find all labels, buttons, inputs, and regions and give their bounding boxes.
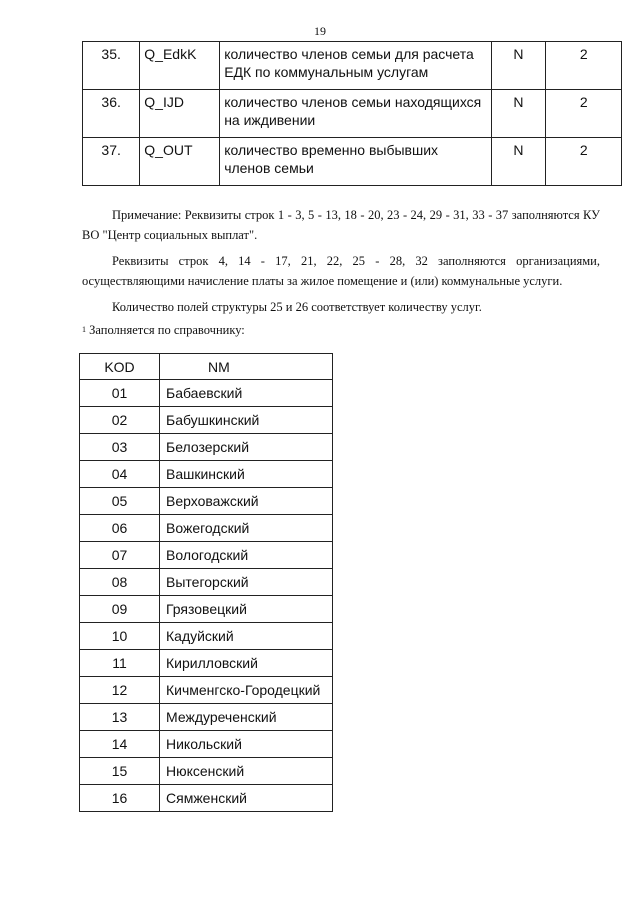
table-row xyxy=(83,90,622,138)
district-code: 15 xyxy=(80,758,160,785)
field-type: N xyxy=(491,90,546,138)
field-description: количество членов семьи для расчета ЕДК по коммунальным услугам xyxy=(220,42,491,90)
district-name: Междуреченский xyxy=(160,704,333,731)
district-name: Вашкинский xyxy=(160,461,333,488)
fields-table xyxy=(82,41,622,186)
district-name: Бабушкинский xyxy=(160,407,333,434)
district-name: Вожегодский xyxy=(160,515,333,542)
row-number: 37. xyxy=(83,138,140,186)
district-name: Кичменгско-Городецкий xyxy=(160,677,333,704)
table-row xyxy=(80,434,333,461)
district-code: 13 xyxy=(80,704,160,731)
field-description: количество членов семьи находящихся на иждивении xyxy=(220,90,491,138)
table-row xyxy=(80,461,333,488)
table-header-row xyxy=(80,354,333,380)
district-name: Никольский xyxy=(160,731,333,758)
district-code-table xyxy=(79,353,333,812)
field-length: 2 xyxy=(546,138,622,186)
table-row xyxy=(80,596,333,623)
table-row xyxy=(80,515,333,542)
district-code: 11 xyxy=(80,650,160,677)
field-length: 2 xyxy=(546,42,622,90)
district-name: Белозерский xyxy=(160,434,333,461)
field-code: Q_EdkK xyxy=(140,42,220,90)
nm-header: NM xyxy=(160,354,333,380)
field-type: N xyxy=(491,138,546,186)
district-code: 12 xyxy=(80,677,160,704)
table-row xyxy=(83,42,622,90)
district-code: 01 xyxy=(80,380,160,407)
row-number: 36. xyxy=(83,90,140,138)
district-name: Верховажский xyxy=(160,488,333,515)
table-row xyxy=(80,542,333,569)
field-description: количество временно выбывших членов семьи xyxy=(220,138,491,186)
district-code: 09 xyxy=(80,596,160,623)
field-code: Q_IJD xyxy=(140,90,220,138)
kod-header: KOD xyxy=(80,354,160,380)
field-type: N xyxy=(491,42,546,90)
district-code: 03 xyxy=(80,434,160,461)
row-number: 35. xyxy=(83,42,140,90)
district-name: Сямженский xyxy=(160,785,333,812)
district-code: 08 xyxy=(80,569,160,596)
table-row xyxy=(80,758,333,785)
field-length: 2 xyxy=(546,90,622,138)
district-code: 14 xyxy=(80,731,160,758)
table-row xyxy=(80,569,333,596)
page-number: 19 xyxy=(314,24,326,38)
district-name: Вытегорский xyxy=(160,569,333,596)
district-code: 04 xyxy=(80,461,160,488)
district-code: 02 xyxy=(80,407,160,434)
footnote xyxy=(82,320,600,340)
table-row xyxy=(80,380,333,407)
field-code: Q_OUT xyxy=(140,138,220,186)
district-name: Грязовецкий xyxy=(160,596,333,623)
district-code: 10 xyxy=(80,623,160,650)
district-code: 07 xyxy=(80,542,160,569)
district-name: Кадуйский xyxy=(160,623,333,650)
table-row xyxy=(80,407,333,434)
table-row xyxy=(80,677,333,704)
note-paragraph: Реквизиты строк 4, 14 - 17, 21, 22, 25 - 28, 32 заполняются организациями, осуществляющими начисление платы за жилое помещение и (или) коммунальные услуги. xyxy=(82,254,600,288)
district-code: 16 xyxy=(80,785,160,812)
table-row xyxy=(80,704,333,731)
table-row xyxy=(80,650,333,677)
table-row xyxy=(80,488,333,515)
table-row xyxy=(80,731,333,758)
table-row xyxy=(83,138,622,186)
district-rows xyxy=(80,380,333,812)
district-name: Нюксенский xyxy=(160,758,333,785)
footnote-mark: 1 xyxy=(82,325,86,334)
district-name: Кирилловский xyxy=(160,650,333,677)
district-code: 05 xyxy=(80,488,160,515)
table-row xyxy=(80,785,333,812)
district-name: Вологодский xyxy=(160,542,333,569)
table-row xyxy=(80,623,333,650)
note-paragraph: Примечание: Реквизиты строк 1 - 3, 5 - 13, 18 - 20, 23 - 24, 29 - 31, 33 - 37 заполняются КУ ВО "Центр социальных выплат". xyxy=(82,208,600,242)
district-code: 06 xyxy=(80,515,160,542)
district-name: Бабаевский xyxy=(160,380,333,407)
note-paragraph: Количество полей структуры 25 и 26 соответствует количеству услуг. xyxy=(112,300,482,314)
footnote-text: Заполняется по справочнику: xyxy=(86,323,245,337)
